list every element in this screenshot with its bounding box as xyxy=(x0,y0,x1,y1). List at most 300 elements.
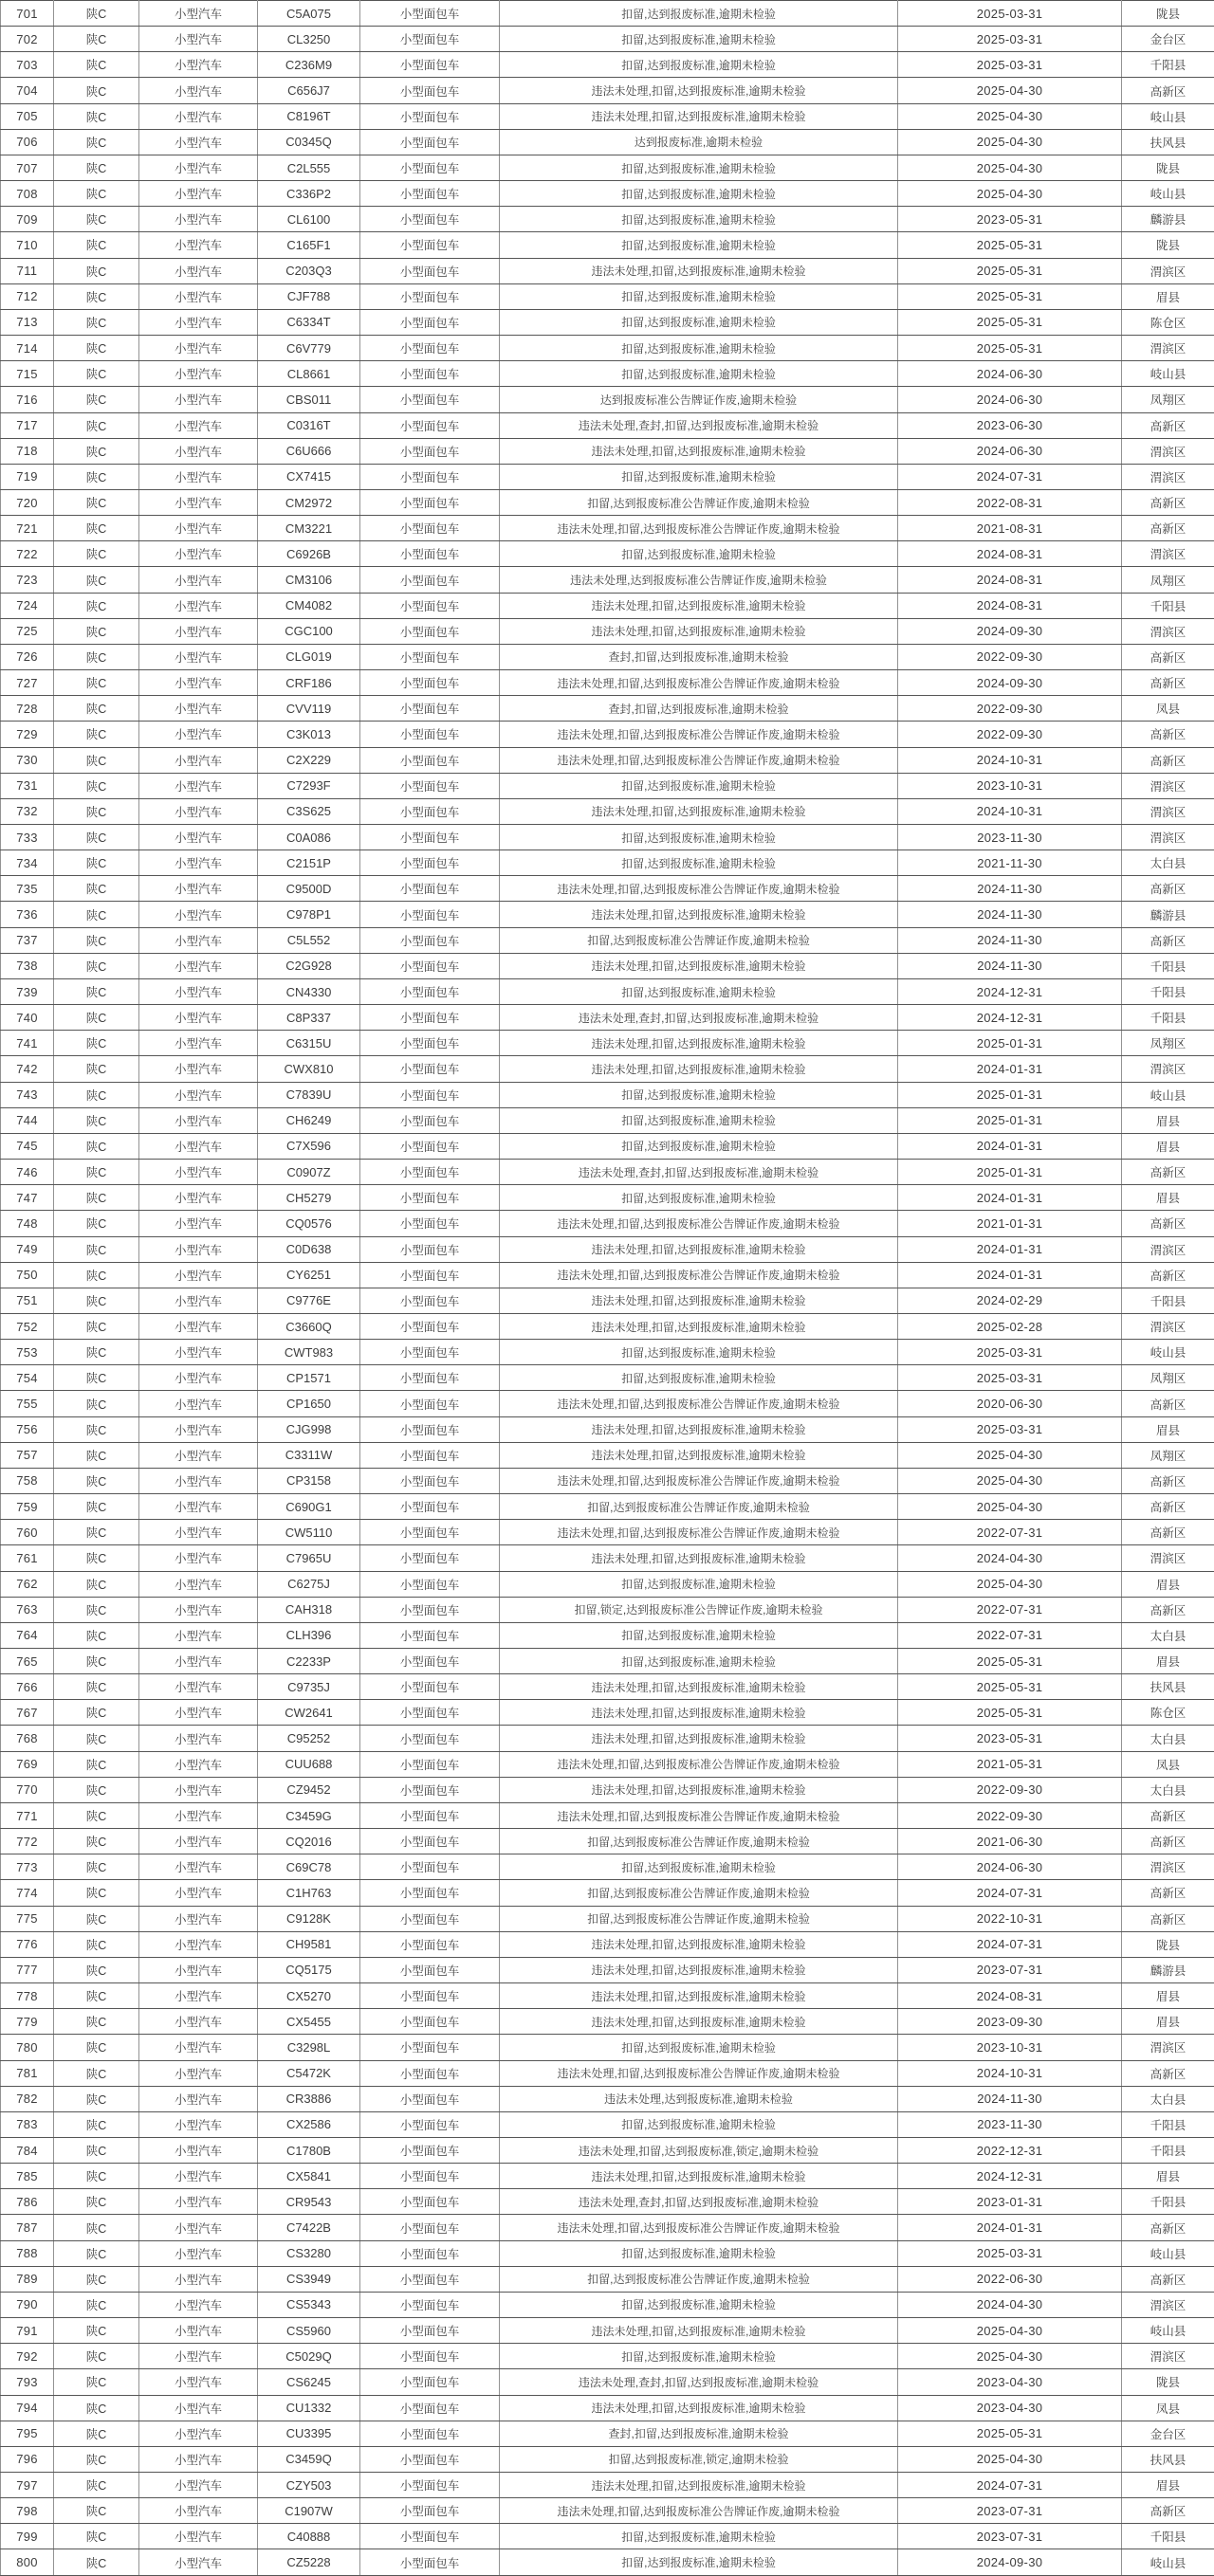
plate-prefix-cell: 陕C xyxy=(54,387,139,412)
district-cell: 太白县 xyxy=(1122,1726,1214,1751)
vehicle-status-cell: 违法未处理,扣留,达到报废标准,逾期未检验 xyxy=(500,1674,898,1700)
district-cell: 高新区 xyxy=(1122,516,1214,541)
vehicle-status-cell: 违法未处理,查封,扣留,达到报废标准,逾期未检验 xyxy=(500,1005,898,1031)
district-cell: 千阳县 xyxy=(1122,52,1214,78)
plate-prefix-cell: 陕C xyxy=(54,2266,139,2292)
table-row xyxy=(1,1262,1214,1288)
vehicle-status-cell: 扣留,达到报废标准,锁定,逾期未检验 xyxy=(500,2446,898,2472)
table-row xyxy=(1,387,1214,412)
row-index-cell: 747 xyxy=(1,1185,54,1211)
row-index-cell: 731 xyxy=(1,773,54,798)
inspection-expiry-date-cell: 2024-12-31 xyxy=(898,978,1122,1004)
district-cell: 渭滨区 xyxy=(1122,258,1214,283)
vehicle-class-cell: 小型汽车 xyxy=(139,1082,258,1107)
vehicle-subtype-cell: 小型面包车 xyxy=(360,1391,500,1416)
district-cell: 千阳县 xyxy=(1122,2189,1214,2215)
table-row xyxy=(1,1031,1214,1056)
vehicle-class-cell: 小型汽车 xyxy=(139,258,258,283)
inspection-expiry-date-cell: 2023-07-31 xyxy=(898,2524,1122,2549)
plate-number-cell: C7839U xyxy=(258,1082,360,1107)
vehicle-status-cell: 违法未处理,扣留,达到报废标准,逾期未检验 xyxy=(500,902,898,927)
plate-number-cell: C9500D xyxy=(258,876,360,902)
plate-prefix-cell: 陕C xyxy=(54,1545,139,1571)
vehicle-status-cell: 违法未处理,查封,扣留,达到报废标准,逾期未检验 xyxy=(500,2189,898,2215)
district-cell: 渭滨区 xyxy=(1122,798,1214,824)
vehicle-class-cell: 小型汽车 xyxy=(139,670,258,696)
plate-number-cell: CZ5228 xyxy=(258,2549,360,2576)
plate-prefix-cell: 陕C xyxy=(54,1777,139,1802)
vehicle-class-cell: 小型汽车 xyxy=(139,747,258,773)
plate-prefix-cell: 陕C xyxy=(54,181,139,207)
vehicle-status-cell: 扣留,达到报废标准,逾期未检验 xyxy=(500,2549,898,2576)
inspection-expiry-date-cell: 2023-07-31 xyxy=(898,1957,1122,1982)
row-index-cell: 713 xyxy=(1,309,54,335)
vehicle-status-cell: 违法未处理,扣留,达到报废标准,逾期未检验 xyxy=(500,2318,898,2344)
vehicle-status-cell: 扣留,达到报废标准,逾期未检验 xyxy=(500,2240,898,2266)
inspection-expiry-date-cell: 2021-08-31 xyxy=(898,516,1122,541)
vehicle-class-cell: 小型汽车 xyxy=(139,902,258,927)
plate-number-cell: C0316T xyxy=(258,412,360,438)
district-cell: 高新区 xyxy=(1122,1494,1214,1520)
row-index-cell: 732 xyxy=(1,798,54,824)
district-cell: 渭滨区 xyxy=(1122,1854,1214,1880)
row-index-cell: 756 xyxy=(1,1416,54,1442)
plate-number-cell: C2G928 xyxy=(258,953,360,978)
vehicle-subtype-cell: 小型面包车 xyxy=(360,644,500,669)
vehicle-subtype-cell: 小型面包车 xyxy=(360,902,500,927)
inspection-expiry-date-cell: 2024-09-30 xyxy=(898,618,1122,644)
district-cell: 眉县 xyxy=(1122,2473,1214,2498)
district-cell: 陈仓区 xyxy=(1122,1700,1214,1726)
row-index-cell: 772 xyxy=(1,1829,54,1854)
row-index-cell: 788 xyxy=(1,2240,54,2266)
plate-prefix-cell: 陕C xyxy=(54,1649,139,1674)
inspection-expiry-date-cell: 2022-09-30 xyxy=(898,644,1122,669)
inspection-expiry-date-cell: 2025-02-28 xyxy=(898,1313,1122,1339)
row-index-cell: 710 xyxy=(1,232,54,258)
plate-prefix-cell: 陕C xyxy=(54,2215,139,2240)
inspection-expiry-date-cell: 2021-11-30 xyxy=(898,850,1122,876)
vehicle-subtype-cell: 小型面包车 xyxy=(360,283,500,309)
district-cell: 岐山县 xyxy=(1122,1340,1214,1365)
vehicle-subtype-cell: 小型面包车 xyxy=(360,1236,500,1262)
vehicle-class-cell: 小型汽车 xyxy=(139,103,258,129)
plate-number-cell: CH5279 xyxy=(258,1185,360,1211)
vehicle-status-cell: 扣留,达到报废标准公告牌证作废,逾期未检验 xyxy=(500,489,898,515)
vehicle-subtype-cell: 小型面包车 xyxy=(360,309,500,335)
row-index-cell: 734 xyxy=(1,850,54,876)
row-index-cell: 754 xyxy=(1,1365,54,1391)
row-index-cell: 800 xyxy=(1,2549,54,2576)
row-index-cell: 765 xyxy=(1,1649,54,1674)
table-row xyxy=(1,2060,1214,2086)
table-row xyxy=(1,1931,1214,1957)
district-cell: 高新区 xyxy=(1122,1262,1214,1288)
vehicle-class-cell: 小型汽车 xyxy=(139,516,258,541)
district-cell: 高新区 xyxy=(1122,78,1214,103)
plate-number-cell: CP1650 xyxy=(258,1391,360,1416)
plate-number-cell: CJF788 xyxy=(258,283,360,309)
district-cell: 千阳县 xyxy=(1122,593,1214,618)
vehicle-class-cell: 小型汽车 xyxy=(139,2524,258,2549)
vehicle-status-cell: 违法未处理,扣留,达到报废标准,逾期未检验 xyxy=(500,1056,898,1082)
row-index-cell: 739 xyxy=(1,978,54,1004)
vehicle-class-cell: 小型汽车 xyxy=(139,2086,258,2111)
vehicle-status-cell: 违法未处理,扣留,达到报废标准,逾期未检验 xyxy=(500,2164,898,2189)
plate-number-cell: CM2972 xyxy=(258,489,360,515)
plate-number-cell: CR3886 xyxy=(258,2086,360,2111)
vehicle-class-cell: 小型汽车 xyxy=(139,489,258,515)
vehicle-status-cell: 违法未处理,扣留,达到报废标准,逾期未检验 xyxy=(500,1957,898,1982)
plate-prefix-cell: 陕C xyxy=(54,541,139,567)
vehicle-class-cell: 小型汽车 xyxy=(139,2344,258,2369)
plate-prefix-cell: 陕C xyxy=(54,27,139,52)
plate-prefix-cell: 陕C xyxy=(54,1391,139,1416)
plate-number-cell: CZ9452 xyxy=(258,1777,360,1802)
plate-number-cell: C7965U xyxy=(258,1545,360,1571)
vehicle-status-cell: 扣留,达到报废标准,逾期未检验 xyxy=(500,773,898,798)
vehicle-subtype-cell: 小型面包车 xyxy=(360,387,500,412)
plate-prefix-cell: 陕C xyxy=(54,129,139,155)
table-row xyxy=(1,309,1214,335)
plate-number-cell: C3459G xyxy=(258,1802,360,1828)
district-cell: 太白县 xyxy=(1122,2086,1214,2111)
vehicle-class-cell: 小型汽车 xyxy=(139,2189,258,2215)
inspection-expiry-date-cell: 2023-05-31 xyxy=(898,1726,1122,1751)
district-cell: 高新区 xyxy=(1122,644,1214,669)
vehicle-class-cell: 小型汽车 xyxy=(139,1520,258,1545)
row-index-cell: 718 xyxy=(1,438,54,464)
vehicle-status-cell: 违法未处理,扣留,达到报废标准,锁定,逾期未检验 xyxy=(500,2137,898,2163)
plate-number-cell: CS3280 xyxy=(258,2240,360,2266)
vehicle-subtype-cell: 小型面包车 xyxy=(360,567,500,593)
district-cell: 渭滨区 xyxy=(1122,336,1214,361)
row-index-cell: 764 xyxy=(1,1622,54,1648)
vehicle-class-cell: 小型汽车 xyxy=(139,1442,258,1468)
row-index-cell: 719 xyxy=(1,464,54,489)
vehicle-status-cell: 违法未处理,扣留,达到报废标准公告牌证作废,逾期未检验 xyxy=(500,722,898,747)
vehicle-class-cell: 小型汽车 xyxy=(139,2473,258,2498)
vehicle-subtype-cell: 小型面包车 xyxy=(360,1133,500,1159)
vehicle-subtype-cell: 小型面包车 xyxy=(360,1262,500,1288)
vehicle-class-cell: 小型汽车 xyxy=(139,1236,258,1262)
inspection-expiry-date-cell: 2025-03-31 xyxy=(898,2240,1122,2266)
plate-number-cell: CW2641 xyxy=(258,1700,360,1726)
inspection-expiry-date-cell: 2023-07-31 xyxy=(898,2498,1122,2524)
row-index-cell: 792 xyxy=(1,2344,54,2369)
plate-prefix-cell: 陕C xyxy=(54,155,139,180)
row-index-cell: 755 xyxy=(1,1391,54,1416)
vehicle-class-cell: 小型汽车 xyxy=(139,1649,258,1674)
inspection-expiry-date-cell: 2024-11-30 xyxy=(898,927,1122,953)
vehicle-subtype-cell: 小型面包车 xyxy=(360,1649,500,1674)
plate-number-cell: C5472K xyxy=(258,2060,360,2086)
vehicle-status-cell: 扣留,达到报废标准,逾期未检验 xyxy=(500,27,898,52)
vehicle-status-cell: 违法未处理,扣留,达到报废标准,逾期未检验 xyxy=(500,2395,898,2421)
row-index-cell: 724 xyxy=(1,593,54,618)
district-cell: 眉县 xyxy=(1122,1185,1214,1211)
inspection-expiry-date-cell: 2025-05-31 xyxy=(898,1649,1122,1674)
inspection-expiry-date-cell: 2023-01-31 xyxy=(898,2189,1122,2215)
district-cell: 渭滨区 xyxy=(1122,2292,1214,2317)
vehicle-class-cell: 小型汽车 xyxy=(139,1211,258,1236)
plate-number-cell: C6U666 xyxy=(258,438,360,464)
vehicle-status-cell: 违法未处理,达到报废标准公告牌证作废,逾期未检验 xyxy=(500,567,898,593)
vehicle-class-cell: 小型汽车 xyxy=(139,1160,258,1185)
vehicle-status-cell: 达到报废标准,逾期未检验 xyxy=(500,129,898,155)
district-cell: 麟游县 xyxy=(1122,1957,1214,1982)
vehicle-subtype-cell: 小型面包车 xyxy=(360,232,500,258)
table-row xyxy=(1,2318,1214,2344)
vehicle-subtype-cell: 小型面包车 xyxy=(360,2446,500,2472)
table-row xyxy=(1,2189,1214,2215)
vehicle-subtype-cell: 小型面包车 xyxy=(360,1751,500,1777)
vehicle-class-cell: 小型汽车 xyxy=(139,1468,258,1493)
inspection-expiry-date-cell: 2023-10-31 xyxy=(898,773,1122,798)
vehicle-status-cell: 违法未处理,扣留,达到报废标准,逾期未检验 xyxy=(500,593,898,618)
plate-prefix-cell: 陕C xyxy=(54,1442,139,1468)
district-cell: 眉县 xyxy=(1122,2164,1214,2189)
vehicle-subtype-cell: 小型面包车 xyxy=(360,258,500,283)
district-cell: 渭滨区 xyxy=(1122,1313,1214,1339)
vehicle-status-cell: 扣留,达到报废标准,逾期未检验 xyxy=(500,1340,898,1365)
table-row xyxy=(1,516,1214,541)
vehicle-status-cell: 扣留,达到报废标准,逾期未检验 xyxy=(500,2111,898,2137)
vehicle-subtype-cell: 小型面包车 xyxy=(360,2369,500,2395)
vehicle-class-cell: 小型汽车 xyxy=(139,2035,258,2060)
district-cell: 眉县 xyxy=(1122,1571,1214,1597)
vehicle-class-cell: 小型汽车 xyxy=(139,1802,258,1828)
row-index-cell: 752 xyxy=(1,1313,54,1339)
table-row xyxy=(1,1133,1214,1159)
vehicle-subtype-cell: 小型面包车 xyxy=(360,1365,500,1391)
plate-number-cell: CL6100 xyxy=(258,207,360,232)
vehicle-class-cell: 小型汽车 xyxy=(139,1931,258,1957)
vehicle-status-cell: 违法未处理,扣留,达到报废标准公告牌证作废,逾期未检验 xyxy=(500,2215,898,2240)
plate-prefix-cell: 陕C xyxy=(54,2421,139,2446)
table-row xyxy=(1,1494,1214,1520)
vehicle-class-cell: 小型汽车 xyxy=(139,232,258,258)
vehicle-status-cell: 违法未处理,扣留,达到报废标准,逾期未检验 xyxy=(500,2473,898,2498)
vehicle-subtype-cell: 小型面包车 xyxy=(360,2395,500,2421)
plate-prefix-cell: 陕C xyxy=(54,876,139,902)
plate-number-cell: CZY503 xyxy=(258,2473,360,2498)
inspection-expiry-date-cell: 2025-01-31 xyxy=(898,1082,1122,1107)
vehicle-status-cell: 扣留,达到报废标准公告牌证作废,逾期未检验 xyxy=(500,1906,898,1931)
vehicle-class-cell: 小型汽车 xyxy=(139,1622,258,1648)
vehicle-status-cell: 扣留,达到报废标准,逾期未检验 xyxy=(500,1365,898,1391)
plate-number-cell: C7X596 xyxy=(258,1133,360,1159)
row-index-cell: 725 xyxy=(1,618,54,644)
vehicle-class-cell: 小型汽车 xyxy=(139,1597,258,1622)
vehicle-class-cell: 小型汽车 xyxy=(139,953,258,978)
table-row xyxy=(1,1416,1214,1442)
inspection-expiry-date-cell: 2025-03-31 xyxy=(898,1,1122,27)
plate-number-cell: C7293F xyxy=(258,773,360,798)
plate-number-cell: C8P337 xyxy=(258,1005,360,1031)
vehicle-class-cell: 小型汽车 xyxy=(139,1365,258,1391)
plate-prefix-cell: 陕C xyxy=(54,516,139,541)
district-cell: 眉县 xyxy=(1122,1416,1214,1442)
inspection-expiry-date-cell: 2024-01-31 xyxy=(898,2215,1122,2240)
plate-prefix-cell: 陕C xyxy=(54,2369,139,2395)
row-index-cell: 753 xyxy=(1,1340,54,1365)
plate-number-cell: C2233P xyxy=(258,1649,360,1674)
table-row xyxy=(1,2009,1214,2035)
row-index-cell: 797 xyxy=(1,2473,54,2498)
vehicle-subtype-cell: 小型面包车 xyxy=(360,27,500,52)
inspection-expiry-date-cell: 2024-11-30 xyxy=(898,902,1122,927)
inspection-expiry-date-cell: 2023-10-31 xyxy=(898,2035,1122,2060)
plate-number-cell: C236M9 xyxy=(258,52,360,78)
district-cell: 渭滨区 xyxy=(1122,464,1214,489)
vehicle-subtype-cell: 小型面包车 xyxy=(360,155,500,180)
vehicle-class-cell: 小型汽车 xyxy=(139,1494,258,1520)
plate-prefix-cell: 陕C xyxy=(54,309,139,335)
table-row xyxy=(1,696,1214,722)
plate-number-cell: CP3158 xyxy=(258,1468,360,1493)
district-cell: 陇县 xyxy=(1122,1931,1214,1957)
inspection-expiry-date-cell: 2025-05-31 xyxy=(898,258,1122,283)
row-index-cell: 729 xyxy=(1,722,54,747)
inspection-expiry-date-cell: 2022-09-30 xyxy=(898,1777,1122,1802)
district-cell: 渭滨区 xyxy=(1122,1056,1214,1082)
row-index-cell: 706 xyxy=(1,129,54,155)
vehicle-status-cell: 违法未处理,扣留,达到报废标准公告牌证作废,逾期未检验 xyxy=(500,1751,898,1777)
district-cell: 麟游县 xyxy=(1122,207,1214,232)
vehicle-class-cell: 小型汽车 xyxy=(139,2498,258,2524)
plate-number-cell: CL3250 xyxy=(258,27,360,52)
inspection-expiry-date-cell: 2022-09-30 xyxy=(898,722,1122,747)
inspection-expiry-date-cell: 2025-05-31 xyxy=(898,2421,1122,2446)
row-index-cell: 789 xyxy=(1,2266,54,2292)
vehicle-class-cell: 小型汽车 xyxy=(139,1056,258,1082)
vehicle-status-cell: 扣留,达到报废标准公告牌证作废,逾期未检验 xyxy=(500,2266,898,2292)
vehicle-class-cell: 小型汽车 xyxy=(139,1005,258,1031)
district-cell: 渭滨区 xyxy=(1122,438,1214,464)
district-cell: 太白县 xyxy=(1122,1777,1214,1802)
plate-number-cell: C0A086 xyxy=(258,825,360,850)
plate-prefix-cell: 陕C xyxy=(54,1031,139,1056)
vehicle-class-cell: 小型汽车 xyxy=(139,207,258,232)
plate-prefix-cell: 陕C xyxy=(54,1700,139,1726)
table-row xyxy=(1,2035,1214,2060)
table-row xyxy=(1,1442,1214,1468)
vehicle-subtype-cell: 小型面包车 xyxy=(360,1957,500,1982)
district-cell: 高新区 xyxy=(1122,1211,1214,1236)
row-index-cell: 704 xyxy=(1,78,54,103)
inspection-expiry-date-cell: 2025-05-31 xyxy=(898,283,1122,309)
district-cell: 高新区 xyxy=(1122,1829,1214,1854)
district-cell: 麟游县 xyxy=(1122,902,1214,927)
row-index-cell: 760 xyxy=(1,1520,54,1545)
vehicle-status-cell: 扣留,达到报废标准公告牌证作废,逾期未检验 xyxy=(500,927,898,953)
plate-prefix-cell: 陕C xyxy=(54,1082,139,1107)
table-row xyxy=(1,1983,1214,2009)
row-index-cell: 793 xyxy=(1,2369,54,2395)
row-index-cell: 741 xyxy=(1,1031,54,1056)
district-cell: 高新区 xyxy=(1122,722,1214,747)
row-index-cell: 757 xyxy=(1,1442,54,1468)
row-index-cell: 771 xyxy=(1,1802,54,1828)
plate-prefix-cell: 陕C xyxy=(54,412,139,438)
vehicle-class-cell: 小型汽车 xyxy=(139,773,258,798)
inspection-expiry-date-cell: 2025-04-30 xyxy=(898,181,1122,207)
district-cell: 金台区 xyxy=(1122,2421,1214,2446)
plate-number-cell: CR9543 xyxy=(258,2189,360,2215)
row-index-cell: 782 xyxy=(1,2086,54,2111)
vehicle-subtype-cell: 小型面包车 xyxy=(360,1005,500,1031)
vehicle-class-cell: 小型汽车 xyxy=(139,567,258,593)
district-cell: 高新区 xyxy=(1122,1597,1214,1622)
table-row xyxy=(1,155,1214,180)
row-index-cell: 759 xyxy=(1,1494,54,1520)
vehicle-subtype-cell: 小型面包车 xyxy=(360,2473,500,2498)
plate-prefix-cell: 陕C xyxy=(54,1262,139,1288)
district-cell: 陈仓区 xyxy=(1122,309,1214,335)
table-row xyxy=(1,2266,1214,2292)
plate-prefix-cell: 陕C xyxy=(54,1236,139,1262)
table-row xyxy=(1,489,1214,515)
row-index-cell: 775 xyxy=(1,1906,54,1931)
vehicle-class-cell: 小型汽车 xyxy=(139,696,258,722)
vehicle-subtype-cell: 小型面包车 xyxy=(360,1906,500,1931)
plate-prefix-cell: 陕C xyxy=(54,2292,139,2317)
plate-prefix-cell: 陕C xyxy=(54,1185,139,1211)
inspection-expiry-date-cell: 2024-11-30 xyxy=(898,953,1122,978)
plate-number-cell: C0907Z xyxy=(258,1160,360,1185)
plate-number-cell: C40888 xyxy=(258,2524,360,2549)
vehicle-class-cell: 小型汽车 xyxy=(139,2549,258,2576)
table-row xyxy=(1,1520,1214,1545)
plate-prefix-cell: 陕C xyxy=(54,1107,139,1133)
inspection-expiry-date-cell: 2022-06-30 xyxy=(898,2266,1122,2292)
table-row xyxy=(1,258,1214,283)
inspection-expiry-date-cell: 2022-07-31 xyxy=(898,1622,1122,1648)
vehicle-status-cell: 扣留,达到报废标准,逾期未检验 xyxy=(500,1107,898,1133)
vehicle-subtype-cell: 小型面包车 xyxy=(360,1545,500,1571)
inspection-expiry-date-cell: 2025-01-31 xyxy=(898,1107,1122,1133)
inspection-expiry-date-cell: 2022-10-31 xyxy=(898,1906,1122,1931)
plate-prefix-cell: 陕C xyxy=(54,798,139,824)
vehicle-subtype-cell: 小型面包车 xyxy=(360,2189,500,2215)
table-row xyxy=(1,927,1214,953)
table-row xyxy=(1,1829,1214,1854)
table-row xyxy=(1,1674,1214,1700)
inspection-expiry-date-cell: 2024-10-31 xyxy=(898,747,1122,773)
plate-number-cell: CW5110 xyxy=(258,1520,360,1545)
plate-number-cell: C336P2 xyxy=(258,181,360,207)
vehicle-subtype-cell: 小型面包车 xyxy=(360,489,500,515)
inspection-expiry-date-cell: 2024-01-31 xyxy=(898,1185,1122,1211)
plate-prefix-cell: 陕C xyxy=(54,1313,139,1339)
plate-number-cell: C6334T xyxy=(258,309,360,335)
vehicle-subtype-cell: 小型面包车 xyxy=(360,2344,500,2369)
vehicle-class-cell: 小型汽车 xyxy=(139,2164,258,2189)
vehicle-status-cell: 扣留,达到报废标准,逾期未检验 xyxy=(500,181,898,207)
district-cell: 眉县 xyxy=(1122,2009,1214,2035)
row-index-cell: 780 xyxy=(1,2035,54,2060)
plate-prefix-cell: 陕C xyxy=(54,2549,139,2576)
vehicle-subtype-cell: 小型面包车 xyxy=(360,103,500,129)
inspection-expiry-date-cell: 2025-01-31 xyxy=(898,1031,1122,1056)
plate-prefix-cell: 陕C xyxy=(54,1056,139,1082)
table-row xyxy=(1,1288,1214,1313)
plate-prefix-cell: 陕C xyxy=(54,1288,139,1313)
district-cell: 太白县 xyxy=(1122,850,1214,876)
vehicle-status-cell: 扣留,达到报废标准,逾期未检验 xyxy=(500,52,898,78)
plate-number-cell: C2X229 xyxy=(258,747,360,773)
